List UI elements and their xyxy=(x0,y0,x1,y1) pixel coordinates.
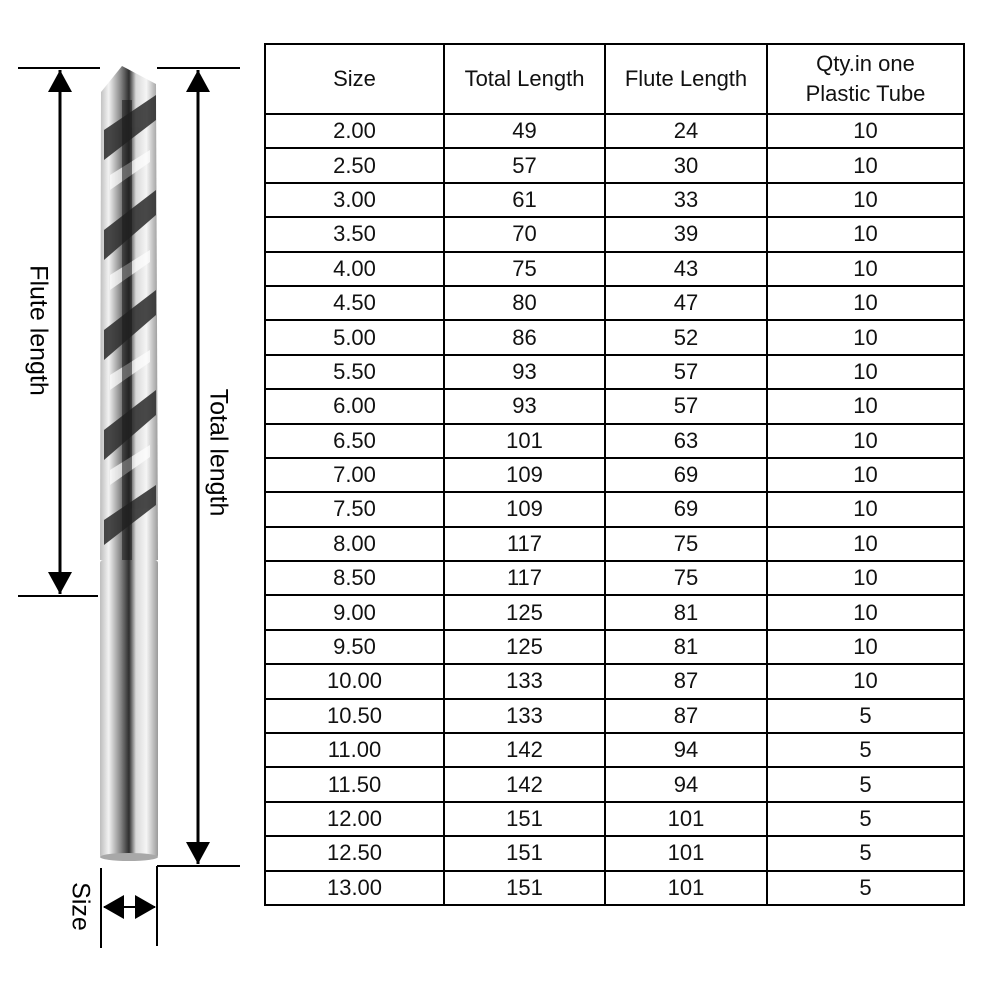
size-label: Size xyxy=(66,882,95,931)
cell-total-length: 93 xyxy=(444,389,605,423)
cell-flute-length: 69 xyxy=(605,458,767,492)
cell-qty: 10 xyxy=(767,183,964,217)
cell-qty: 10 xyxy=(767,424,964,458)
cell-size: 9.50 xyxy=(265,630,444,664)
table-row xyxy=(265,871,964,905)
cell-size: 4.50 xyxy=(265,286,444,320)
cell-qty: 5 xyxy=(767,802,964,836)
cell-flute-length: 43 xyxy=(605,252,767,286)
cell-size: 6.00 xyxy=(265,389,444,423)
cell-qty: 10 xyxy=(767,664,964,698)
cell-size: 2.50 xyxy=(265,148,444,182)
cell-flute-length: 87 xyxy=(605,699,767,733)
table-header-row xyxy=(265,44,964,114)
cell-flute-length: 101 xyxy=(605,836,767,870)
cell-size: 8.00 xyxy=(265,527,444,561)
cell-flute-length: 57 xyxy=(605,355,767,389)
table-row xyxy=(265,114,964,148)
cell-qty: 5 xyxy=(767,871,964,905)
cell-qty: 5 xyxy=(767,699,964,733)
cell-size: 6.50 xyxy=(265,424,444,458)
cell-qty: 10 xyxy=(767,389,964,423)
flute-length-label: Flute length xyxy=(24,265,53,396)
table-row xyxy=(265,217,964,251)
table-row xyxy=(265,767,964,801)
total-length-label: Total length xyxy=(204,388,233,517)
cell-flute-length: 63 xyxy=(605,424,767,458)
cell-flute-length: 101 xyxy=(605,802,767,836)
cell-size: 5.00 xyxy=(265,320,444,354)
cell-size: 3.50 xyxy=(265,217,444,251)
cell-total-length: 80 xyxy=(444,286,605,320)
cell-total-length: 125 xyxy=(444,595,605,629)
header-qty-line1: Qty.in one xyxy=(816,51,915,76)
header-qty-per-tube xyxy=(767,44,964,114)
cell-flute-length: 94 xyxy=(605,767,767,801)
cell-total-length: 75 xyxy=(444,252,605,286)
cell-total-length: 109 xyxy=(444,492,605,526)
cell-qty: 10 xyxy=(767,595,964,629)
table-row xyxy=(265,389,964,423)
cell-qty: 10 xyxy=(767,217,964,251)
table-row xyxy=(265,148,964,182)
cell-qty: 10 xyxy=(767,320,964,354)
cell-size: 9.00 xyxy=(265,595,444,629)
cell-size: 7.50 xyxy=(265,492,444,526)
table-row xyxy=(265,458,964,492)
table-row xyxy=(265,492,964,526)
cell-total-length: 151 xyxy=(444,836,605,870)
table-row xyxy=(265,836,964,870)
cell-size: 13.00 xyxy=(265,871,444,905)
cell-size: 10.50 xyxy=(265,699,444,733)
cell-total-length: 86 xyxy=(444,320,605,354)
cell-flute-length: 75 xyxy=(605,561,767,595)
cell-flute-length: 101 xyxy=(605,871,767,905)
cell-flute-length: 30 xyxy=(605,148,767,182)
cell-qty: 10 xyxy=(767,527,964,561)
table-row xyxy=(265,802,964,836)
cell-size: 7.00 xyxy=(265,458,444,492)
cell-flute-length: 47 xyxy=(605,286,767,320)
header-total-length: Total Length xyxy=(444,44,605,114)
cell-flute-length: 33 xyxy=(605,183,767,217)
cell-size: 3.00 xyxy=(265,183,444,217)
cell-flute-length: 81 xyxy=(605,595,767,629)
cell-total-length: 125 xyxy=(444,630,605,664)
cell-flute-length: 75 xyxy=(605,527,767,561)
table-row xyxy=(265,252,964,286)
cell-size: 10.00 xyxy=(265,664,444,698)
cell-size: 11.00 xyxy=(265,733,444,767)
table-body xyxy=(265,114,964,905)
cell-qty: 10 xyxy=(767,458,964,492)
cell-total-length: 117 xyxy=(444,561,605,595)
table-row xyxy=(265,286,964,320)
cell-qty: 10 xyxy=(767,561,964,595)
cell-size: 4.00 xyxy=(265,252,444,286)
table-row xyxy=(265,630,964,664)
cell-qty: 10 xyxy=(767,286,964,320)
cell-flute-length: 81 xyxy=(605,630,767,664)
cell-total-length: 142 xyxy=(444,767,605,801)
cell-size: 2.00 xyxy=(265,114,444,148)
table-row xyxy=(265,424,964,458)
cell-total-length: 142 xyxy=(444,733,605,767)
cell-total-length: 117 xyxy=(444,527,605,561)
cell-total-length: 133 xyxy=(444,699,605,733)
cell-size: 8.50 xyxy=(265,561,444,595)
table-row xyxy=(265,527,964,561)
table-row xyxy=(265,320,964,354)
table-row xyxy=(265,699,964,733)
cell-qty: 5 xyxy=(767,836,964,870)
cell-total-length: 49 xyxy=(444,114,605,148)
cell-qty: 10 xyxy=(767,630,964,664)
cell-qty: 10 xyxy=(767,252,964,286)
cell-qty: 5 xyxy=(767,767,964,801)
header-size: Size xyxy=(265,44,444,114)
cell-flute-length: 24 xyxy=(605,114,767,148)
drill-spec-table xyxy=(264,43,965,906)
cell-flute-length: 87 xyxy=(605,664,767,698)
table-row xyxy=(265,595,964,629)
cell-size: 12.00 xyxy=(265,802,444,836)
cell-total-length: 93 xyxy=(444,355,605,389)
cell-size: 11.50 xyxy=(265,767,444,801)
cell-flute-length: 39 xyxy=(605,217,767,251)
cell-qty: 10 xyxy=(767,355,964,389)
cell-total-length: 109 xyxy=(444,458,605,492)
cell-qty: 10 xyxy=(767,114,964,148)
table-row xyxy=(265,561,964,595)
cell-size: 5.50 xyxy=(265,355,444,389)
cell-total-length: 57 xyxy=(444,148,605,182)
table-row xyxy=(265,664,964,698)
cell-flute-length: 57 xyxy=(605,389,767,423)
cell-flute-length: 94 xyxy=(605,733,767,767)
cell-total-length: 133 xyxy=(444,664,605,698)
table-row xyxy=(265,183,964,217)
header-qty-line2: Plastic Tube xyxy=(805,81,926,106)
cell-total-length: 61 xyxy=(444,183,605,217)
cell-size: 12.50 xyxy=(265,836,444,870)
cell-flute-length: 52 xyxy=(605,320,767,354)
header-flute-length: Flute Length xyxy=(605,44,767,114)
cell-total-length: 151 xyxy=(444,871,605,905)
cell-total-length: 70 xyxy=(444,217,605,251)
cell-total-length: 151 xyxy=(444,802,605,836)
table-row xyxy=(265,733,964,767)
cell-qty: 5 xyxy=(767,733,964,767)
cell-qty: 10 xyxy=(767,148,964,182)
cell-qty: 10 xyxy=(767,492,964,526)
drill-bit-diagram xyxy=(0,0,262,1000)
cell-total-length: 101 xyxy=(444,424,605,458)
table-row xyxy=(265,355,964,389)
cell-flute-length: 69 xyxy=(605,492,767,526)
